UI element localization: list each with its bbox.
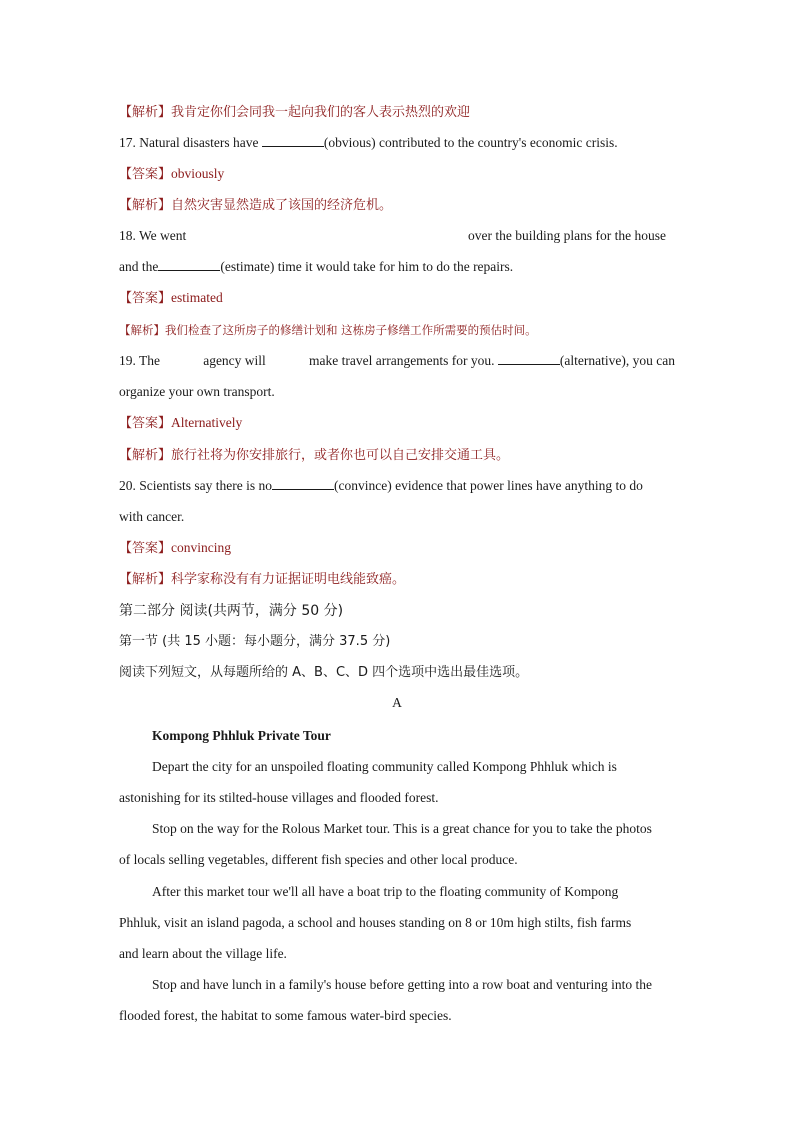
section-title: 第二部分 阅读(共两节，满分 50 分) (119, 603, 344, 619)
analysis-17 (119, 196, 392, 215)
answer-17 (119, 165, 224, 184)
answer-tag: 【答案】 (119, 291, 172, 306)
answer-20 (119, 539, 231, 558)
analysis-19 (119, 446, 509, 465)
question-text-pre: Natural disasters have (139, 135, 259, 150)
analysis-tag: 【解析】 (119, 323, 165, 337)
passage-paragraph-3: After this market tour we'll all have a boat trip to the floating community of Kompong (152, 884, 619, 899)
question-word: agency will (203, 353, 266, 368)
analysis-tag: 【解析】 (119, 198, 172, 213)
passage-paragraph-4: Stop and have lunch in a family's house before getting into a row boat and venturing into the (152, 977, 652, 992)
question-number: 20. (119, 478, 136, 493)
question-text-post: (estimate) time it would take for him to do the repairs. (220, 259, 514, 274)
analysis-tag: 【解析】 (119, 105, 172, 120)
question-text-post: (convince) evidence that power lines have anything to do (333, 478, 643, 493)
passage-paragraph-1: Depart the city for an unspoiled floating community called Kompong Phhluk which is (152, 759, 617, 774)
passage-paragraph-3-cont2: and learn about the village life. (119, 946, 287, 961)
answer-tag: 【答案】 (119, 416, 172, 431)
question-18-mid (468, 227, 666, 245)
analysis-16 (119, 103, 470, 122)
passage-title: Kompong Phhluk Private Tour (152, 728, 331, 743)
question-text-line2: organize your own transport. (119, 384, 275, 399)
passage-paragraph-2: Stop on the way for the Rolous Market tour. This is a great chance for you to take the photos (152, 821, 652, 836)
answer-text: obviously (171, 166, 225, 181)
passage-paragraph-3-cont: Phhluk, visit an island pagoda, a school and houses standing on 8 or 10m high stilts, fish farms (119, 915, 632, 930)
answer-text: estimated (171, 290, 223, 305)
section-subtitle: 第一节 (共 15 小题：每小题分，满分 37.5 分) (119, 634, 391, 649)
question-18-line1 (119, 227, 186, 245)
question-text-line2: and the (119, 259, 159, 274)
analysis-text: 我们检查了这所房子的修缮计划和 这栋房子修缮工作所需要的预估时间。 (165, 323, 537, 337)
question-number: 17. (119, 135, 136, 150)
passage-paragraph-1-cont: astonishing for its stilted-house villages and flooded forest. (119, 790, 439, 805)
question-text-line2: with cancer. (119, 509, 185, 524)
answer-blank[interactable] (272, 477, 334, 490)
question-text-mid: over the building plans for the house (468, 228, 666, 243)
question-19-line1 (119, 352, 675, 370)
analysis-tag: 【解析】 (119, 448, 172, 463)
passage-paragraph-4-cont: flooded forest, the habitat to some famous water-bird species. (119, 1008, 452, 1023)
question-text-post: (obvious) contributed to the country's economic crisis. (323, 135, 618, 150)
analysis-20 (119, 570, 405, 589)
answer-tag: 【答案】 (119, 167, 172, 182)
question-word: make travel arrangements for you. (alternative), you can (309, 353, 675, 368)
question-number: 19. The (119, 353, 161, 368)
answer-19 (119, 414, 242, 433)
answer-blank[interactable] (498, 352, 560, 365)
analysis-text: 我肯定你们会同我一起向我们的客人表示热烈的欢迎 (171, 105, 471, 120)
passage-letter: A (392, 695, 402, 710)
question-18-line2 (119, 258, 513, 276)
analysis-text: 科学家称没有有力证据证明电线能致癌。 (171, 572, 406, 587)
question-20-line1 (119, 477, 643, 495)
question-20-line2 (119, 508, 184, 526)
analysis-text: 自然灾害显然造成了该国的经济危机。 (171, 198, 393, 213)
answer-blank[interactable] (158, 258, 220, 271)
answer-blank[interactable] (262, 134, 324, 147)
analysis-18 (119, 321, 537, 339)
question-19-line2 (119, 383, 275, 401)
question-17 (119, 134, 618, 152)
question-text-pre: Scientists say there is no (139, 478, 272, 493)
section-instructions: 阅读下列短文，从每题所给的 A、B、C、D 四个选项中选出最佳选项。 (119, 665, 529, 680)
answer-text: Alternatively (171, 415, 243, 430)
question-text-pre: We went (139, 228, 187, 243)
question-number: 18. (119, 228, 136, 243)
answer-tag: 【答案】 (119, 541, 172, 556)
answer-text: convincing (171, 540, 232, 555)
passage-paragraph-2-cont: of locals selling vegetables, different fish species and other local produce. (119, 852, 518, 867)
answer-18 (119, 289, 223, 308)
analysis-text: 旅行社将为你安排旅行，或者你也可以自己安排交通工具。 (171, 448, 510, 463)
analysis-tag: 【解析】 (119, 572, 172, 587)
